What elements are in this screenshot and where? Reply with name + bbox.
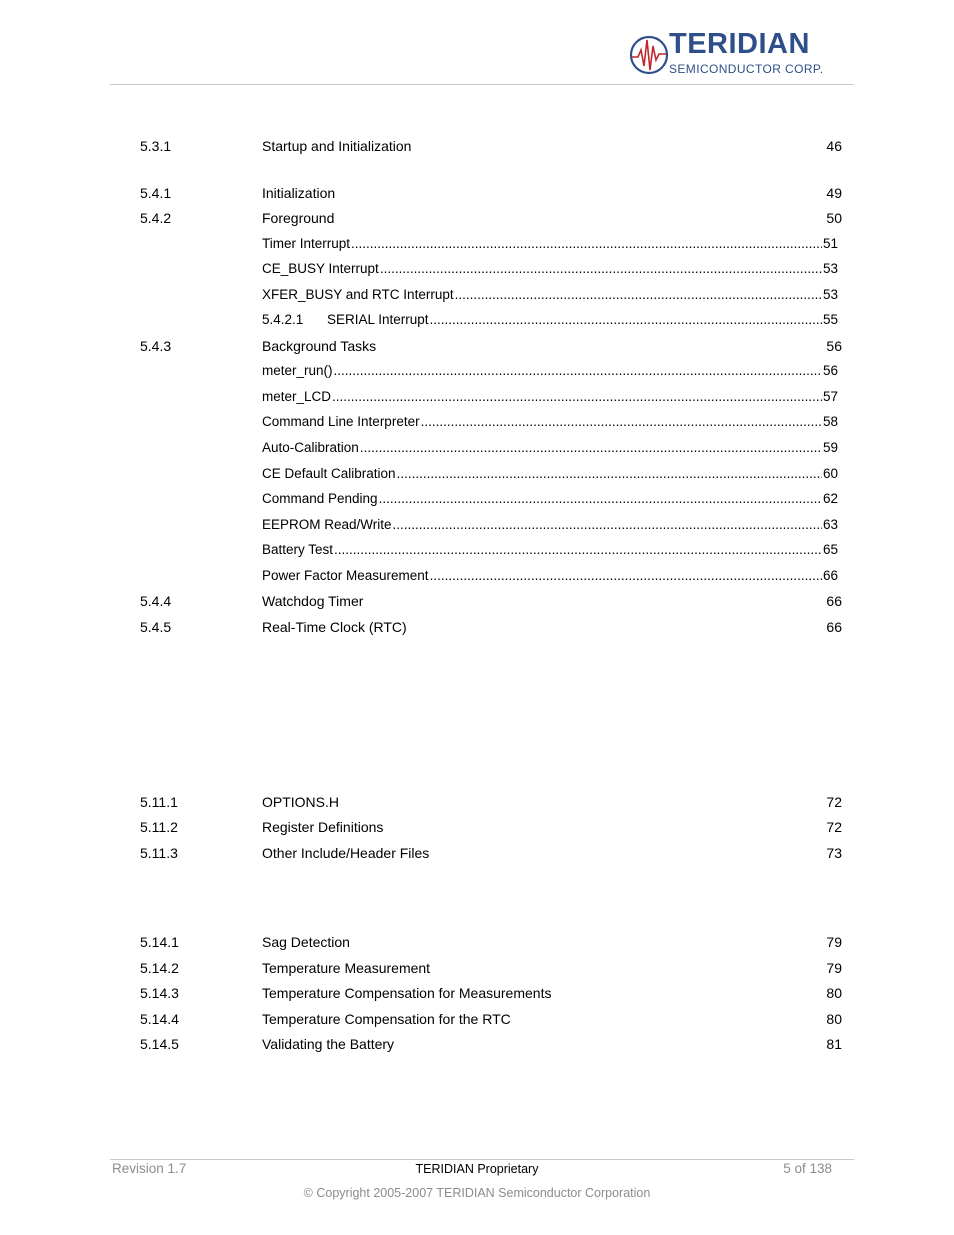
toc-dotted-entry [262, 568, 838, 588]
toc-page-number: 53 [822, 261, 838, 276]
toc-page-number: 65 [822, 542, 838, 557]
toc-page-number: 79 [826, 960, 842, 976]
toc-dotted-entry [262, 466, 838, 486]
dot-leader [421, 414, 822, 429]
toc-page-number: 53 [822, 287, 838, 302]
toc-page-number: 59 [822, 440, 838, 455]
toc-page-number: 60 [822, 466, 838, 481]
toc-entry [0, 210, 954, 230]
dot-leader [430, 312, 822, 327]
toc-title: Temperature Measurement [262, 960, 431, 976]
toc-page-number: 46 [826, 138, 842, 154]
toc-entry [0, 985, 954, 1005]
toc-page-number: 51 [822, 236, 838, 251]
toc-entry [0, 338, 954, 358]
toc-number: 5.14.3 [140, 985, 179, 1001]
toc-page-number: 56 [826, 338, 842, 354]
toc-number: 5.4.5 [140, 619, 172, 635]
toc-number: 5.14.4 [140, 1011, 179, 1027]
toc-page-number: 79 [826, 934, 842, 950]
copyright-notice: © Copyright 2005-2007 TERIDIAN Semiconductor Corporation [303, 1186, 651, 1200]
toc-title: Other Include/Header Files [262, 845, 430, 861]
toc-page-number: 73 [826, 845, 842, 861]
toc-title: Real-Time Clock (RTC) [262, 619, 407, 635]
toc-page-number: 80 [826, 985, 842, 1001]
dot-leader [351, 236, 822, 251]
toc-title: Temperature Compensation for Measurements [262, 985, 552, 1001]
toc-title: meter_LCD [262, 389, 332, 404]
dot-leader [430, 568, 822, 583]
toc-number: 5.3.1 [140, 138, 172, 154]
toc-number: 5.4.3 [140, 338, 172, 354]
toc-page-number: 80 [826, 1011, 842, 1027]
toc-entry [0, 138, 954, 158]
dot-leader [334, 363, 822, 378]
footer-divider [110, 1159, 854, 1160]
toc-number: 5.11.2 [140, 819, 178, 835]
toc-page-number: 72 [826, 819, 842, 835]
toc-page-number: 49 [826, 185, 842, 201]
toc-entry [0, 185, 954, 205]
toc-title: Background Tasks [262, 338, 377, 354]
toc-title: Register Definitions [262, 819, 384, 835]
toc-page-number: 57 [822, 389, 838, 404]
toc-title: Watchdog Timer [262, 593, 364, 609]
toc-title: Validating the Battery [262, 1036, 395, 1052]
toc-title: Battery Test [262, 542, 334, 557]
proprietary-label: TERIDIAN Proprietary [415, 1162, 539, 1176]
toc-dotted-entry [262, 363, 838, 383]
toc-number: 5.4.2 [140, 210, 172, 226]
toc-number: 5.11.1 [140, 794, 178, 810]
page-counter: 5 of 138 [783, 1161, 832, 1176]
toc-page-number: 66 [826, 593, 842, 609]
revision-label: Revision 1.7 [112, 1161, 187, 1176]
dot-leader [360, 440, 822, 455]
dot-leader [332, 389, 822, 404]
toc-dotted-entry [262, 287, 838, 307]
toc-page-number: 66 [822, 568, 838, 583]
toc-title: meter_run() [262, 363, 333, 378]
toc-sub-number: 5.4.2.1 [262, 312, 304, 327]
teridian-logo [629, 28, 833, 78]
toc-title: CE Default Calibration [262, 466, 396, 481]
toc-dotted-entry [262, 389, 838, 409]
toc-entry [0, 934, 954, 954]
toc-title: Startup and Initialization [262, 138, 412, 154]
toc-entry [0, 1036, 954, 1056]
toc-dotted-entry [262, 440, 838, 460]
header-divider [110, 84, 854, 85]
toc-page-number: 63 [822, 517, 838, 532]
toc-entry [0, 819, 954, 839]
toc-title: XFER_BUSY and RTC Interrupt [262, 287, 454, 302]
toc-title: EEPROM Read/Write [262, 517, 392, 532]
toc-dotted-entry [262, 491, 838, 511]
dot-leader [334, 542, 822, 557]
toc-entry [0, 619, 954, 639]
toc-title: OPTIONS.H [262, 794, 340, 810]
toc-entry [0, 960, 954, 980]
dot-leader [379, 491, 822, 506]
toc-page-number: 72 [826, 794, 842, 810]
logo-name: TERIDIAN [669, 28, 810, 60]
toc-page-number: 58 [822, 414, 838, 429]
toc-title: Command Pending [262, 491, 378, 506]
toc-title: Foreground [262, 210, 335, 226]
toc-number: 5.14.2 [140, 960, 179, 976]
toc-title: Command Line Interpreter [262, 414, 420, 429]
toc-dotted-entry [262, 312, 838, 332]
toc-number: 5.14.1 [140, 934, 179, 950]
toc-page-number: 66 [826, 619, 842, 635]
dot-leader [393, 517, 822, 532]
dot-leader [397, 466, 822, 481]
toc-dotted-entry [262, 542, 838, 562]
toc-entry [0, 593, 954, 613]
toc-title: Timer Interrupt [262, 236, 351, 251]
dot-leader [455, 287, 822, 302]
toc-title: Auto-Calibration [262, 440, 359, 455]
toc-entry [0, 845, 954, 865]
toc-title: Sag Detection [262, 934, 350, 950]
toc-title: Initialization [262, 185, 336, 201]
toc-title: Temperature Compensation for the RTC [262, 1011, 511, 1027]
toc-page-number: 55 [822, 312, 838, 327]
toc-title: CE_BUSY Interrupt [262, 261, 379, 276]
toc-number: 5.11.3 [140, 845, 178, 861]
toc-dotted-entry [262, 261, 838, 281]
toc-title: Power Factor Measurement [262, 568, 429, 583]
toc-page-number: 50 [826, 210, 842, 226]
toc-page-number: 62 [822, 491, 838, 506]
toc-entry [0, 794, 954, 814]
toc-number: 5.4.4 [140, 593, 172, 609]
toc-dotted-entry [262, 414, 838, 434]
toc-page-number: 81 [826, 1036, 842, 1052]
dot-leader [380, 261, 822, 276]
toc-entry [0, 1011, 954, 1031]
toc-dotted-entry [262, 236, 838, 256]
toc-number: 5.14.5 [140, 1036, 179, 1052]
logo-wave-icon [629, 32, 669, 78]
toc-dotted-entry [262, 517, 838, 537]
logo-subtitle: SEMICONDUCTOR CORP. [669, 62, 824, 76]
toc-number: 5.4.1 [140, 185, 172, 201]
toc-page-number: 56 [822, 363, 838, 378]
toc-title: SERIAL Interrupt [327, 312, 429, 327]
